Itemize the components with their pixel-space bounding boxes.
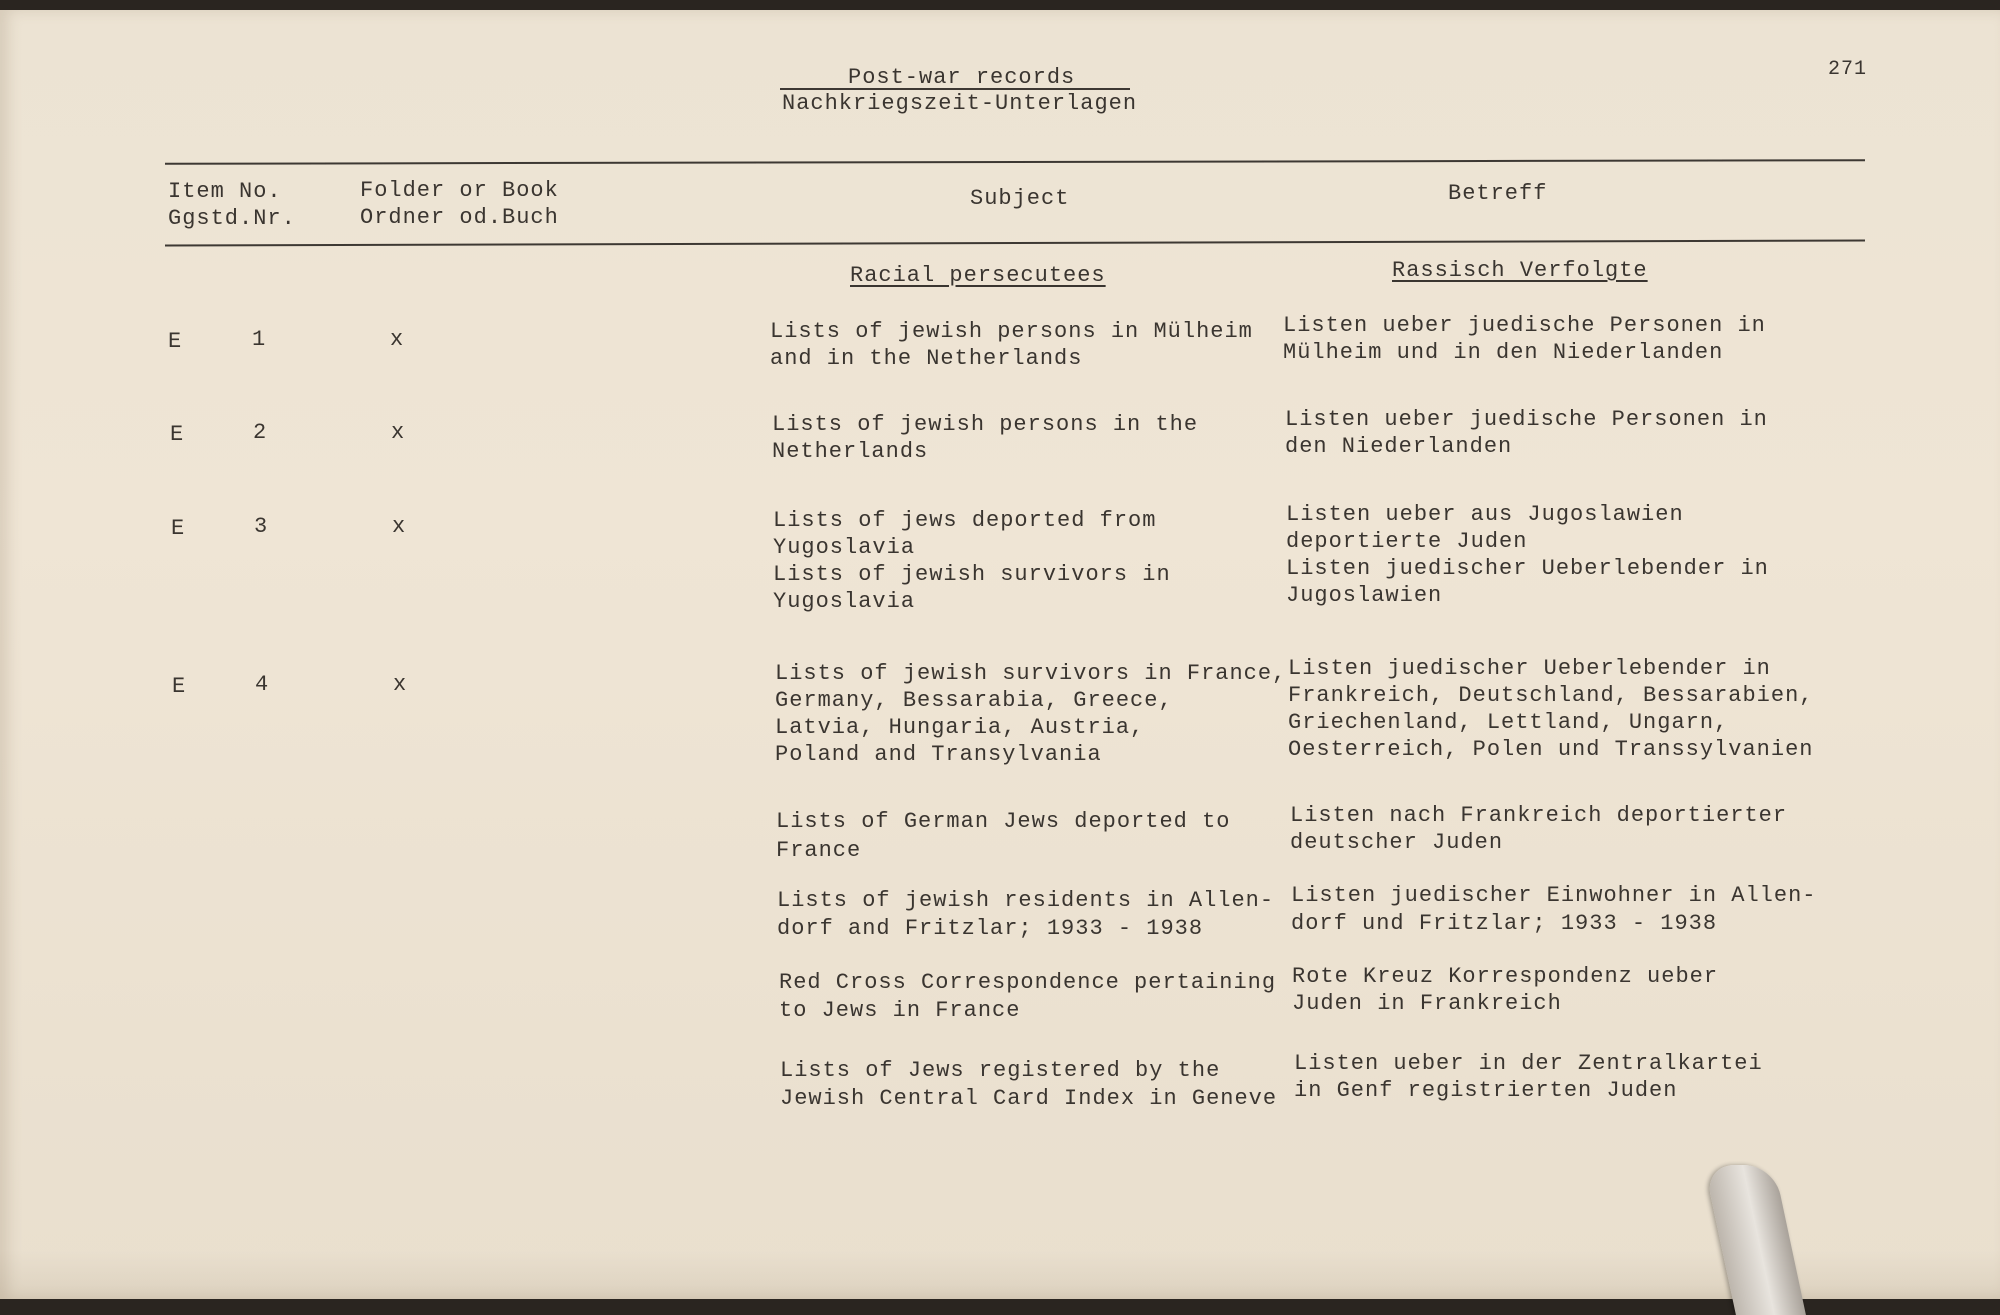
row-betreff-line: Listen juedischer Ueberlebender in [1288, 656, 1771, 681]
row-betreff-line: deutscher Juden [1290, 830, 1504, 855]
section-heading-subject: Racial persecutees [850, 263, 1106, 288]
row-subject-line: Lists of jews deported from [773, 508, 1157, 533]
row-betreff-line: Listen juedischer Ueberlebender in [1286, 556, 1769, 581]
row-subject-line: Germany, Bessarabia, Greece, [775, 688, 1173, 713]
row-subject-line: Yugoslavia [773, 589, 916, 614]
row-item-letter: E [170, 422, 185, 447]
row-item-number: 4 [255, 672, 270, 697]
row-item-letter: E [172, 674, 187, 699]
row-subject-line: Lists of jewish survivors in France, [775, 661, 1287, 686]
row-subject-line: and in the Netherlands [770, 346, 1083, 371]
row-subject-line: Netherlands [772, 439, 929, 464]
header-bottom-rule [165, 239, 1865, 246]
row-betreff-line: Listen juedischer Einwohner in Allen- [1291, 883, 1817, 908]
row-subject-line: France [776, 838, 862, 863]
page-number: 271 [1828, 58, 1868, 81]
row-subject-line: Lists of jewish residents in Allen- [777, 888, 1275, 913]
row-betreff-line: Listen ueber juedische Personen in [1283, 313, 1766, 338]
row-betreff-line: Mülheim und in den Niederlanden [1283, 340, 1724, 365]
column-folder-en: Folder or Book [360, 178, 559, 203]
document-page [0, 10, 2000, 1299]
title-english: Post-war records [848, 65, 1076, 90]
row-item-number: 2 [253, 420, 268, 445]
row-betreff-line: Listen nach Frankreich deportierter [1290, 803, 1788, 828]
section-heading-betreff: Rassisch Verfolgte [1392, 258, 1648, 283]
row-betreff-line: Oesterreich, Polen und Transsylvanien [1288, 737, 1814, 762]
row-item-letter: E [168, 329, 183, 354]
row-subject-line: Lists of jewish persons in Mülheim [770, 319, 1253, 344]
row-subject-line: Latvia, Hungaria, Austria, [775, 715, 1145, 740]
row-betreff-line: Juden in Frankreich [1292, 991, 1562, 1016]
row-betreff-line: Listen ueber juedische Personen in [1285, 407, 1768, 432]
row-betreff-line: Listen ueber aus Jugoslawien [1286, 502, 1684, 527]
row-betreff-line: den Niederlanden [1285, 434, 1513, 459]
row-betreff-line: Listen ueber in der Zentralkartei [1294, 1051, 1763, 1076]
row-folder-mark: x [392, 514, 407, 539]
row-folder-mark: x [393, 672, 408, 697]
column-subject: Subject [970, 186, 1070, 211]
row-subject-line: Lists of German Jews deported to [776, 809, 1231, 834]
row-betreff-line: deportierte Juden [1286, 529, 1528, 554]
column-folder-de: Ordner od.Buch [360, 205, 559, 230]
row-betreff-line: in Genf registrierten Juden [1294, 1078, 1678, 1103]
page-bottom-shadow [0, 1250, 2000, 1299]
column-item-en: Item No. [168, 179, 282, 204]
row-item-number: 3 [254, 514, 269, 539]
row-subject-line: Red Cross Correspondence pertaining [779, 970, 1277, 995]
row-betreff-line: dorf und Fritzlar; 1933 - 1938 [1291, 911, 1718, 936]
row-subject-line: Lists of jewish survivors in [773, 562, 1171, 587]
row-subject-line: dorf and Fritzlar; 1933 - 1938 [777, 916, 1204, 941]
row-item-letter: E [171, 516, 186, 541]
row-folder-mark: x [391, 420, 406, 445]
row-subject-line: Lists of Jews registered by the [780, 1058, 1221, 1083]
column-item-de: Ggstd.Nr. [168, 206, 296, 231]
row-betreff-line: Rote Kreuz Korrespondenz ueber [1292, 964, 1719, 989]
column-betreff: Betreff [1448, 181, 1548, 206]
title-german: Nachkriegszeit-Unterlagen [782, 91, 1138, 116]
row-subject-line: Jewish Central Card Index in Geneve [780, 1086, 1278, 1111]
row-subject-line: Poland and Transylvania [775, 742, 1102, 767]
row-betreff-line: Frankreich, Deutschland, Bessarabien, [1288, 683, 1814, 708]
row-subject-line: Lists of jewish persons in the [772, 412, 1199, 437]
row-subject-line: to Jews in France [779, 998, 1021, 1023]
row-item-number: 1 [252, 327, 267, 352]
row-betreff-line: Griechenland, Lettland, Ungarn, [1288, 710, 1729, 735]
row-betreff-line: Jugoslawien [1286, 583, 1443, 608]
row-folder-mark: x [390, 327, 405, 352]
row-subject-line: Yugoslavia [773, 535, 916, 560]
header-top-rule [165, 159, 1865, 165]
